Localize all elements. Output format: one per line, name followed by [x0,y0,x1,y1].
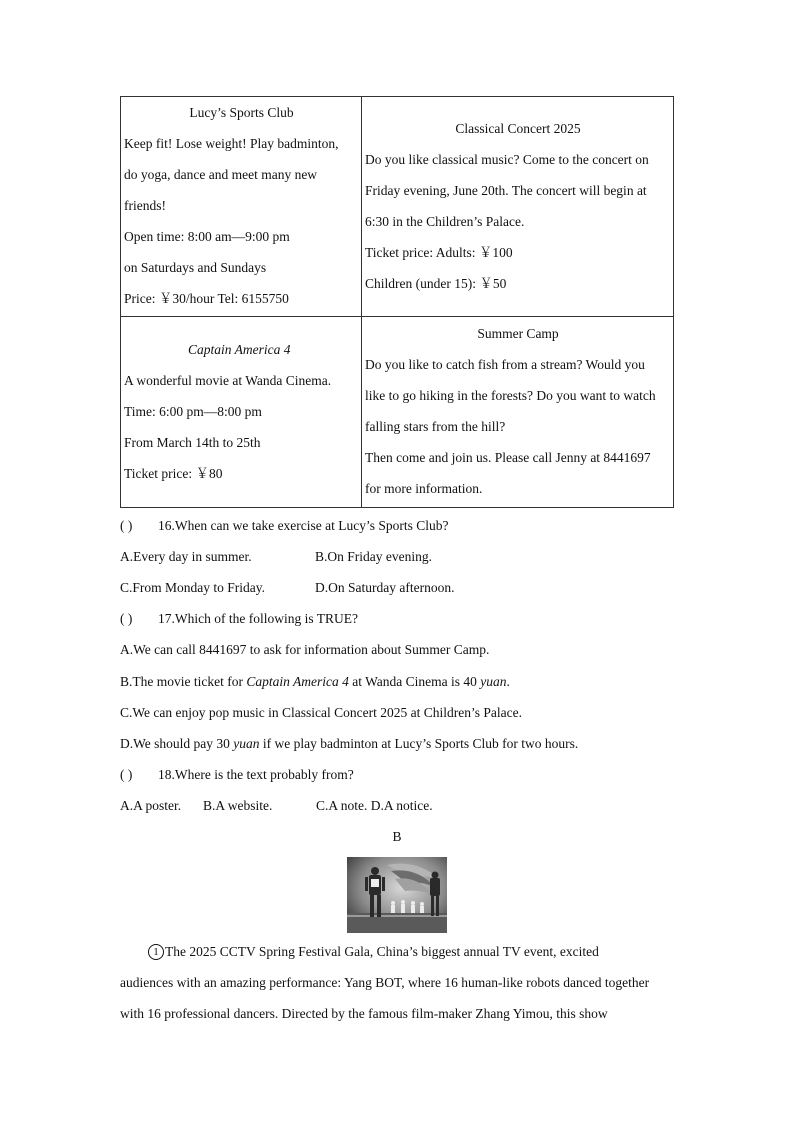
answer-blank[interactable]: ( ) [120,518,133,533]
summer-camp-line: Do you like to catch fish from a stream? Would you [365,357,645,372]
sports-club-line: Price: ￥30/hour Tel: 6155750 [124,291,289,306]
concert-title: Classical Concert 2025 [455,121,581,136]
option-c: C.From Monday to Friday. [120,580,265,595]
option-b: B.A website. [203,798,273,813]
option-c: C.We can enjoy pop music in Classical Concert 2025 at Children’s Palace. [120,705,522,720]
option-text: D.We should pay 30 [120,736,234,751]
option-a: A.Every day in summer. [120,549,252,564]
option-b [120,672,510,692]
concert-line: Ticket price: Adults: ￥100 [365,245,513,260]
summer-camp-line: like to go hiking in the forests? Do you want to watch [365,388,656,403]
option-text: B.The movie ticket for [120,674,247,689]
robot-dance-photo [347,857,447,933]
question-stem: 18.Where is the text probably from? [158,767,354,782]
paragraph-text: The 2025 CCTV Spring Festival Gala, China’s biggest annual TV event, excited [165,944,599,959]
concert-line: Do you like classical music? Come to the concert on [365,152,649,167]
sports-club-line: friends! [124,198,166,213]
option-a: A.We can call 8441697 to ask for information about Summer Camp. [120,642,490,657]
question-18 [120,765,354,785]
summer-camp-line: Then come and join us. Please call Jenny at 8441697 [365,450,651,465]
summer-camp-line: falling stars from the hill? [365,419,506,434]
movie-line: A wonderful movie at Wanda Cinema. [124,373,332,388]
question-16 [120,516,449,536]
option-row [120,547,432,567]
concert-line: Friday evening, June 20th. The concert will begin at [365,183,647,198]
paragraph-line: with 16 professional dancers. Directed by the famous film-maker Zhang Yimou, this show [120,1006,608,1021]
concert-line: Children (under 15): ￥50 [365,276,507,291]
option-cd: C.A note. D.A notice. [316,798,433,813]
summer-camp-ad [362,317,674,508]
option-d [120,734,578,754]
movie-line: Ticket price: ￥80 [124,466,223,481]
option-row [120,796,433,816]
question-stem: 16.When can we take exercise at Lucy’s Sports Club? [158,518,449,533]
paragraph-number: 1 [148,944,164,960]
movie-title: Captain America 4 [188,342,291,357]
movie-name: Captain America 4 [246,674,349,689]
option-b: B.On Friday evening. [315,549,432,564]
option-row [120,578,455,598]
paragraph-line: audiences with an amazing performance: Yang BOT, where 16 human-like robots danced together [120,975,650,990]
option-text: at Wanda Cinema is 40 [348,674,481,689]
sports-club-line: Open time: 8:00 am—9:00 pm [124,229,290,244]
option-text: if we play badminton at Lucy’s Sports Club for two hours. [259,736,579,751]
answer-blank[interactable]: ( ) [120,767,133,782]
concert-ad [362,97,674,317]
answer-blank[interactable]: ( ) [120,611,133,626]
sports-club-line: do yoga, dance and meet many new [124,167,318,182]
currency: yuan [480,674,507,689]
option-text: . [506,674,510,689]
question-stem: 17.Which of the following is TRUE? [158,611,358,626]
section-b-label: B [392,829,402,844]
movie-ad [121,317,362,508]
option-a: A.A poster. [120,798,182,813]
sports-club-line: on Saturdays and Sundays [124,260,267,275]
question-17 [120,609,358,629]
movie-line: From March 14th to 25th [124,435,261,450]
currency: yuan [233,736,260,751]
advertisements-table [120,96,674,508]
sports-club-line: Keep fit! Lose weight! Play badminton, [124,136,339,151]
sports-club-title: Lucy’s Sports Club [189,105,294,120]
option-d: D.On Saturday afternoon. [315,580,455,595]
sports-club-ad [121,97,362,317]
summer-camp-line: for more information. [365,481,483,496]
summer-camp-title: Summer Camp [477,326,559,341]
movie-line: Time: 6:00 pm—8:00 pm [124,404,262,419]
concert-line: 6:30 in the Children’s Palace. [365,214,525,229]
paragraph-line [120,942,676,962]
